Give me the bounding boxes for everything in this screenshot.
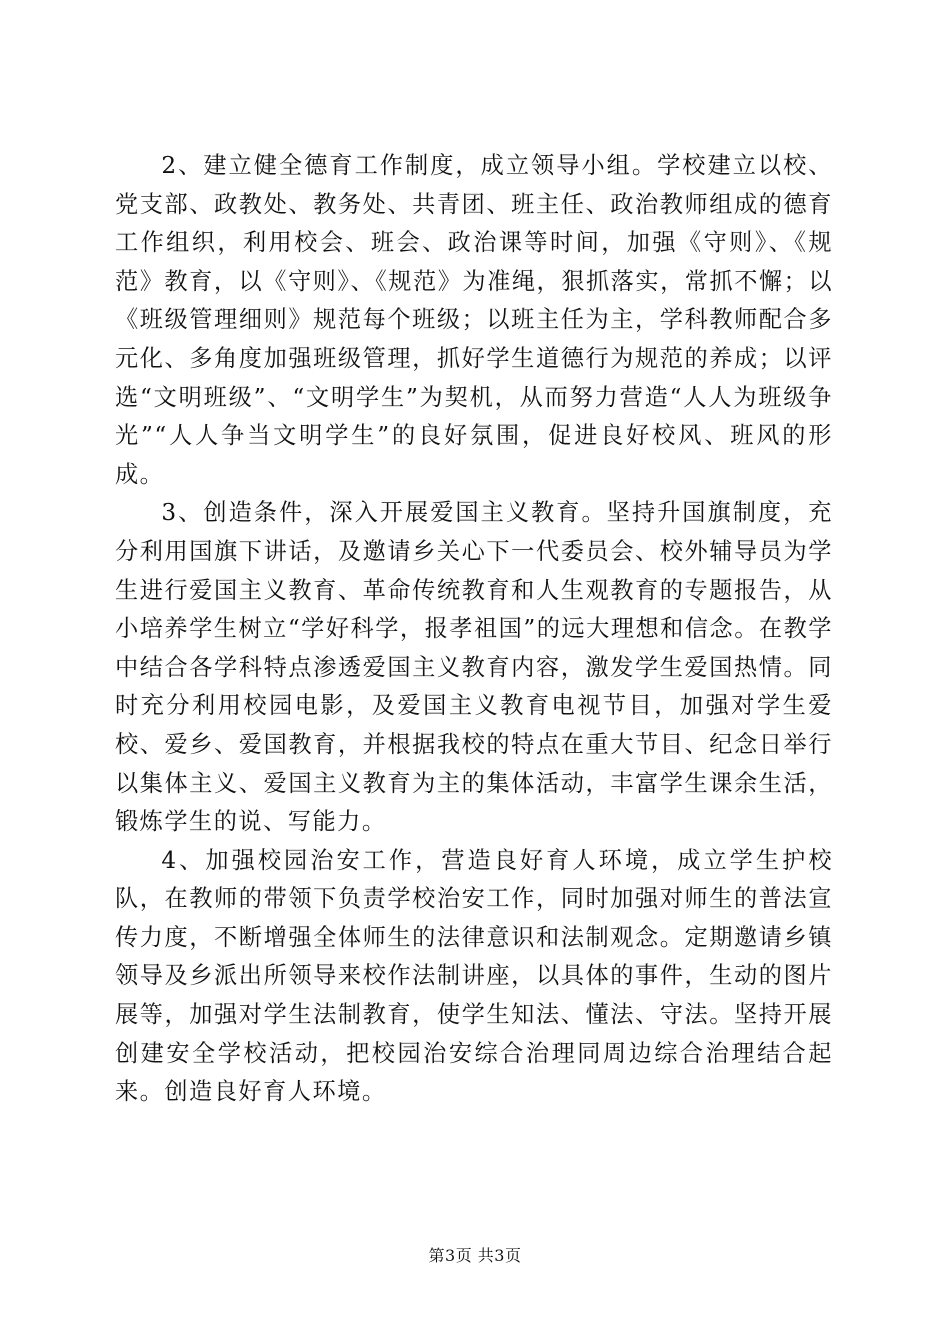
paragraph-moral-education-system: 2、建立健全德育工作制度，成立领导小组。学校建立以校、党支部、政教处、教务处、共青团、班主任、政治教师组成的德育工作组织，利用校会、班会、政治课等时间，加强《守则》、《规范》教育，以《守则》、《规范》为准绳，狠抓落实，常抓不懈；以《班级管理细则》规范每个班级；以班主任为主，学科教师配合多元化、多角度加强班级管理，抓好学生道德行为规范的养成；以评选“文明班级”、“文明学生”为契机，从而努力营造“人人为班级争光”“人人争当文明学生”的良好氛围，促进良好校风、班风的形成。 [115, 152, 833, 488]
paragraph-campus-security: 4、加强校园治安工作，营造良好育人环境，成立学生护校队，在教师的带领下负责学校治安工作，同时加强对师生的普法宣传力度，不断增强全体师生的法律意识和法制观念。定期邀请乡镇领导及乡派出所领导来校作法制讲座，以具体的事件，生动的图片展等，加强对学生法制教育，使学生知法、懂法、守法。坚持开展创建安全学校活动，把校园治安综合治理同周边综合治理结合起来。创造良好育人环境。 [115, 846, 833, 1106]
paragraph-patriotic-education: 3、创造条件，深入开展爱国主义教育。坚持升国旗制度，充分利用国旗下讲话，及邀请乡关心下一代委员会、校外辅导员为学生进行爱国主义教育、革命传统教育和人生观教育的专题报告，从小培养学生树立“学好科学，报孝祖国”的远大理想和信念。在教学中结合各学科特点渗透爱国主义教育内容，激发学生爱国热情。同时充分利用校园电影，及爱国主义教育电视节目，加强对学生爱校、爱乡、爱国教育，并根据我校的特点在重大节目、纪念日举行以集体主义、爱国主义教育为主的集体活动，丰富学生课余生活，锻炼学生的说、写能力。 [115, 499, 833, 836]
document-body [115, 147, 833, 1112]
page-number-footer: 第3页 共3页 [428, 1246, 522, 1265]
